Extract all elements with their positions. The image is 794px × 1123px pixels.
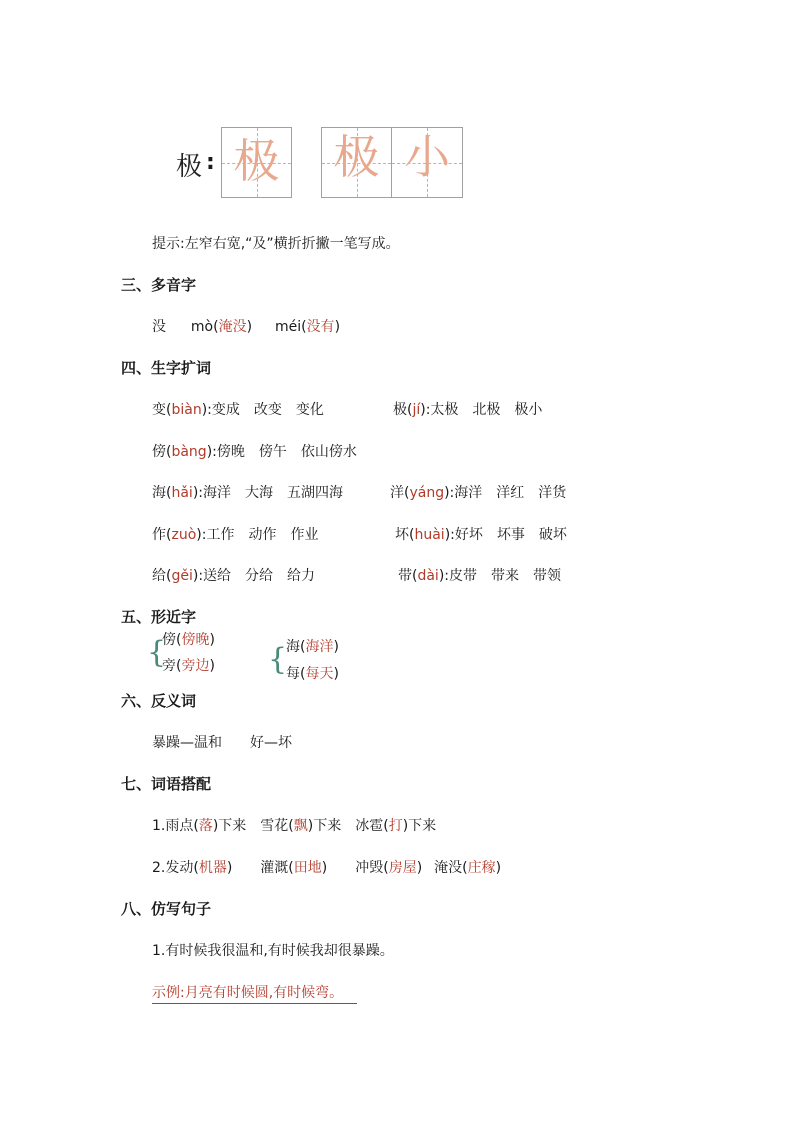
- colloc-text: 淹没(: [434, 860, 468, 876]
- row-char: 坏(: [395, 527, 415, 543]
- collocation-line-2: [152, 859, 501, 877]
- similar-char-item: [286, 665, 339, 683]
- similar-char-item: [162, 631, 215, 649]
- row-pinyin: zuò: [171, 527, 197, 543]
- row-words: ):海洋 大海 五湖四海: [192, 485, 343, 501]
- row-words: ):海洋 洋红 洋货: [444, 485, 567, 501]
- word-row: [152, 526, 318, 544]
- colloc-answer: 田地: [293, 860, 322, 876]
- similar-char-item: [162, 657, 215, 675]
- collocation-line-1: [152, 817, 436, 835]
- colloc-answer: 落: [198, 818, 213, 834]
- similar-word: 旁边: [181, 658, 210, 674]
- colloc-answer: 打: [388, 818, 403, 834]
- brace-icon: {: [147, 635, 167, 670]
- row-char: 作(: [152, 527, 172, 543]
- section-3-title: 三、多音字: [121, 276, 197, 294]
- word-row: [393, 401, 542, 419]
- colloc-end: )下来: [402, 818, 437, 834]
- similar-close: ): [209, 658, 215, 674]
- polyphone-char: 没: [152, 319, 166, 335]
- colloc-end: ): [321, 860, 328, 876]
- grid-char-2: 极: [333, 130, 380, 184]
- writing-grid-cell-3: [391, 127, 463, 198]
- section-4-title: 四、生字扩词: [121, 359, 212, 377]
- row-pinyin: bàng: [171, 444, 207, 460]
- colloc-answer: 机器: [198, 860, 227, 876]
- colloc-text: 雪花(: [260, 818, 294, 834]
- colloc-end: )下来: [212, 818, 247, 834]
- row-char: 给(: [152, 568, 172, 584]
- row-words: ):太极 北极 极小: [420, 402, 543, 418]
- row-pinyin: hǎi: [171, 485, 193, 501]
- colloc-answer: 飘: [293, 818, 308, 834]
- similar-word: 海洋: [305, 639, 334, 655]
- colloc-text: 灌溉(: [260, 860, 294, 876]
- row-words: ):傍晚 傍午 依山傍水: [206, 444, 357, 460]
- imitation-answer: 示例:月亮有时候圆,有时候弯。: [152, 984, 357, 1004]
- similar-char: 每(: [286, 666, 306, 682]
- writing-label: 极: [176, 152, 203, 182]
- colloc-text: 冲毁(: [355, 860, 389, 876]
- row-pinyin: huài: [414, 527, 445, 543]
- word-row: [398, 567, 561, 585]
- row-char: 极(: [393, 402, 413, 418]
- row-char: 洋(: [390, 485, 410, 501]
- row-words: ):工作 动作 作业: [196, 527, 319, 543]
- pinyin-1: mò(: [190, 319, 219, 335]
- writing-tip: 提示:左窄右宽,“及”横折折撇一笔写成。: [152, 236, 400, 252]
- colloc-end: ): [416, 860, 423, 876]
- colloc-answer: 庄稼: [467, 860, 496, 876]
- row-pinyin: jí: [412, 402, 421, 418]
- row-pinyin: yáng: [409, 485, 445, 501]
- word-row: [395, 526, 567, 544]
- similar-word: 每天: [305, 666, 334, 682]
- section-8-title: 八、仿写句子: [121, 900, 212, 918]
- word-row: [152, 401, 324, 419]
- similar-char-item: [286, 638, 339, 656]
- section-6-title: 六、反义词: [121, 692, 197, 710]
- writing-grid-cell-2: [321, 127, 392, 198]
- writing-colon: :: [206, 150, 215, 175]
- colloc-end: ): [226, 860, 233, 876]
- row-pinyin: biàn: [171, 402, 202, 418]
- similar-word: 傍晚: [181, 632, 210, 648]
- word-1: 淹没: [218, 319, 247, 335]
- pinyin-2: méi(: [274, 319, 307, 335]
- colloc-end: )下来: [307, 818, 342, 834]
- section-5-title: 五、形近字: [121, 608, 197, 626]
- row-char: 傍(: [152, 444, 172, 460]
- word-row: [152, 567, 315, 585]
- word-row: [152, 443, 357, 461]
- close-2: ): [334, 319, 341, 335]
- colloc-text: 1.雨点(: [152, 818, 199, 834]
- grid-char-3: 小: [404, 130, 450, 184]
- similar-char: 海(: [286, 639, 306, 655]
- similar-close: ): [333, 639, 339, 655]
- similar-close: ): [333, 666, 339, 682]
- grid-char-1: 极: [233, 134, 280, 188]
- colloc-end: ): [495, 860, 502, 876]
- row-words: ):变成 改变 变化: [201, 402, 324, 418]
- row-pinyin: gěi: [171, 568, 193, 584]
- row-words: ):好坏 坏事 破坏: [444, 527, 567, 543]
- polyphone-line: [152, 318, 340, 336]
- writing-grid-cell-1: [221, 127, 292, 198]
- similar-char: 旁(: [162, 658, 182, 674]
- colloc-text: 冰雹(: [355, 818, 389, 834]
- row-char: 海(: [152, 485, 172, 501]
- word-row: [152, 484, 343, 502]
- row-char: 带(: [398, 568, 418, 584]
- row-pinyin: dài: [417, 568, 439, 584]
- word-row: [390, 484, 566, 502]
- close-1: ): [246, 319, 253, 335]
- row-char: 变(: [152, 402, 172, 418]
- similar-char: 傍(: [162, 632, 182, 648]
- antonym-line: 暴躁—温和 好—坏: [152, 735, 292, 751]
- row-words: ):皮带 带来 带领: [438, 568, 562, 584]
- section-7-title: 七、词语搭配: [121, 775, 212, 793]
- colloc-text: 2.发动(: [152, 860, 199, 876]
- colloc-answer: 房屋: [388, 860, 417, 876]
- word-2: 没有: [306, 319, 335, 335]
- imitation-question: 1.有时候我很温和,有时候我却很暴躁。: [152, 943, 394, 959]
- similar-close: ): [209, 632, 215, 648]
- row-words: ):送给 分给 给力: [192, 568, 316, 584]
- brace-icon: {: [268, 642, 288, 677]
